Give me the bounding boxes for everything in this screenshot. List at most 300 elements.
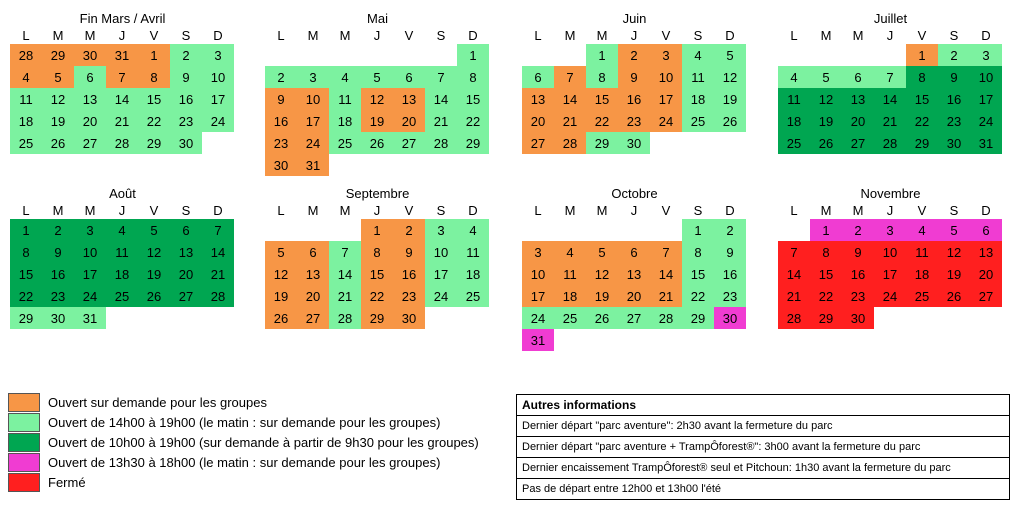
weekday-label: M <box>84 28 96 43</box>
weekday-label: V <box>149 203 159 218</box>
empty-cell <box>361 44 393 66</box>
weekday-label: L <box>277 203 285 218</box>
day-cell: 14 <box>650 263 682 285</box>
day-cell: 11 <box>554 263 586 285</box>
day-cell: 15 <box>906 88 938 110</box>
day-cell: 11 <box>457 241 489 263</box>
day-cell: 30 <box>170 132 202 154</box>
info-line: Dernier départ "parc aventure + TrampÔforest®": 3h00 avant la fermeture du parc <box>517 437 1009 458</box>
day-cell: 5 <box>586 241 618 263</box>
day-cell: 11 <box>329 88 361 110</box>
day-cell: 18 <box>682 88 714 110</box>
day-cell: 17 <box>650 88 682 110</box>
day-cell: 8 <box>10 241 42 263</box>
day-cell: 20 <box>297 285 329 307</box>
day-cell: 29 <box>682 307 714 329</box>
empty-cell <box>329 44 361 66</box>
day-grid <box>10 219 235 329</box>
day-cell: 10 <box>297 88 329 110</box>
day-cell: 12 <box>586 263 618 285</box>
day-cell: 15 <box>457 88 489 110</box>
day-cell: 26 <box>810 132 842 154</box>
day-cell: 14 <box>554 88 586 110</box>
day-cell: 7 <box>425 66 457 88</box>
day-grid <box>265 44 490 176</box>
day-cell: 10 <box>425 241 457 263</box>
day-cell: 16 <box>938 88 970 110</box>
month-title: Juillet <box>873 11 908 26</box>
day-cell: 12 <box>810 88 842 110</box>
day-cell: 19 <box>938 263 970 285</box>
legend-text: Fermé <box>48 474 86 490</box>
day-cell: 21 <box>874 110 906 132</box>
weekday-label: D <box>981 203 991 218</box>
day-cell: 4 <box>106 219 138 241</box>
day-cell: 8 <box>810 241 842 263</box>
day-cell: 20 <box>74 110 106 132</box>
day-cell: 17 <box>874 263 906 285</box>
weekday-label: J <box>118 28 126 43</box>
weekday-header <box>265 27 490 44</box>
day-cell: 28 <box>650 307 682 329</box>
month-block <box>522 10 747 154</box>
day-cell: 9 <box>938 66 970 88</box>
day-cell: 7 <box>650 241 682 263</box>
day-cell: 2 <box>618 44 650 66</box>
day-cell: 14 <box>874 88 906 110</box>
month-title: Mai <box>367 11 388 26</box>
weekday-header <box>522 202 747 219</box>
day-cell: 14 <box>106 88 138 110</box>
day-cell: 29 <box>810 307 842 329</box>
day-cell: 17 <box>297 110 329 132</box>
day-cell: 16 <box>842 263 874 285</box>
day-cell: 11 <box>106 241 138 263</box>
day-cell: 25 <box>778 132 810 154</box>
day-cell: 1 <box>810 219 842 241</box>
day-cell: 30 <box>265 154 297 176</box>
day-cell: 2 <box>42 219 74 241</box>
legend <box>8 392 479 492</box>
day-cell: 18 <box>10 110 42 132</box>
weekday-label: M <box>852 203 864 218</box>
day-cell: 8 <box>682 241 714 263</box>
day-cell: 22 <box>586 110 618 132</box>
weekday-label: J <box>886 203 894 218</box>
day-cell: 1 <box>361 219 393 241</box>
month-title: Octobre <box>611 186 658 201</box>
weekday-label: D <box>468 203 478 218</box>
day-cell: 19 <box>42 110 74 132</box>
day-cell: 3 <box>874 219 906 241</box>
weekday-label: D <box>213 28 223 43</box>
day-cell: 5 <box>938 219 970 241</box>
day-cell: 28 <box>874 132 906 154</box>
day-cell: 3 <box>522 241 554 263</box>
day-cell: 31 <box>74 307 106 329</box>
weekday-label: M <box>852 28 864 43</box>
weekday-label: S <box>181 203 191 218</box>
day-cell: 13 <box>297 263 329 285</box>
day-grid <box>10 44 235 154</box>
day-cell: 1 <box>906 44 938 66</box>
day-cell: 6 <box>170 219 202 241</box>
day-cell: 27 <box>74 132 106 154</box>
empty-cell <box>329 219 361 241</box>
day-cell: 1 <box>10 219 42 241</box>
day-cell: 11 <box>778 88 810 110</box>
weekday-header <box>522 27 747 44</box>
empty-cell <box>778 44 810 66</box>
weekday-label: J <box>886 28 894 43</box>
day-cell: 17 <box>970 88 1002 110</box>
day-cell: 1 <box>138 44 170 66</box>
day-cell: 18 <box>554 285 586 307</box>
day-cell: 27 <box>393 132 425 154</box>
day-cell: 24 <box>297 132 329 154</box>
day-cell: 5 <box>265 241 297 263</box>
weekday-label: M <box>820 28 832 43</box>
day-cell: 30 <box>393 307 425 329</box>
legend-text: Ouvert de 13h30 à 18h00 (le matin : sur demande pour les groupes) <box>48 454 441 470</box>
day-cell: 20 <box>842 110 874 132</box>
day-cell: 26 <box>265 307 297 329</box>
day-cell: 28 <box>10 44 42 66</box>
day-cell: 3 <box>297 66 329 88</box>
day-cell: 21 <box>106 110 138 132</box>
weekday-label: M <box>564 203 576 218</box>
day-cell: 2 <box>938 44 970 66</box>
day-cell: 26 <box>938 285 970 307</box>
day-cell: 22 <box>457 110 489 132</box>
day-cell: 1 <box>682 219 714 241</box>
day-cell: 25 <box>106 285 138 307</box>
day-cell: 13 <box>970 241 1002 263</box>
day-cell: 19 <box>361 110 393 132</box>
weekday-header <box>778 202 1003 219</box>
day-cell: 10 <box>970 66 1002 88</box>
weekday-label: V <box>404 203 414 218</box>
day-cell: 8 <box>586 66 618 88</box>
weekday-label: M <box>339 203 351 218</box>
day-cell: 23 <box>618 110 650 132</box>
day-cell: 4 <box>329 66 361 88</box>
day-cell: 19 <box>810 110 842 132</box>
day-cell: 7 <box>106 66 138 88</box>
empty-cell <box>297 219 329 241</box>
weekday-label: J <box>118 203 126 218</box>
day-cell: 1 <box>586 44 618 66</box>
day-cell: 28 <box>425 132 457 154</box>
day-grid <box>522 219 747 351</box>
day-cell: 9 <box>842 241 874 263</box>
day-cell: 25 <box>329 132 361 154</box>
day-cell: 1 <box>457 44 489 66</box>
day-cell: 21 <box>650 285 682 307</box>
weekday-label: M <box>307 28 319 43</box>
day-cell: 23 <box>42 285 74 307</box>
day-cell: 4 <box>906 219 938 241</box>
day-cell: 15 <box>586 88 618 110</box>
day-cell: 28 <box>202 285 234 307</box>
day-cell: 26 <box>586 307 618 329</box>
day-cell: 25 <box>682 110 714 132</box>
day-cell: 20 <box>618 285 650 307</box>
day-cell: 10 <box>202 66 234 88</box>
day-cell: 24 <box>970 110 1002 132</box>
day-cell: 17 <box>425 263 457 285</box>
day-cell: 8 <box>457 66 489 88</box>
day-cell: 13 <box>170 241 202 263</box>
legend-swatch <box>8 473 40 492</box>
day-cell: 25 <box>906 285 938 307</box>
day-grid <box>778 44 1003 154</box>
weekday-label: V <box>917 203 927 218</box>
day-cell: 15 <box>682 263 714 285</box>
day-cell: 10 <box>522 263 554 285</box>
legend-text: Ouvert sur demande pour les groupes <box>48 394 267 410</box>
day-cell: 28 <box>778 307 810 329</box>
day-cell: 2 <box>714 219 746 241</box>
day-cell: 30 <box>74 44 106 66</box>
day-cell: 24 <box>522 307 554 329</box>
weekday-label: L <box>790 28 798 43</box>
day-cell: 13 <box>74 88 106 110</box>
day-cell: 30 <box>42 307 74 329</box>
day-cell: 26 <box>42 132 74 154</box>
day-cell: 6 <box>522 66 554 88</box>
day-grid <box>778 219 1003 329</box>
weekday-label: S <box>436 28 446 43</box>
day-cell: 3 <box>970 44 1002 66</box>
day-cell: 23 <box>842 285 874 307</box>
weekday-label: J <box>373 203 381 218</box>
day-cell: 16 <box>265 110 297 132</box>
weekday-label: J <box>630 203 638 218</box>
weekday-label: S <box>693 203 703 218</box>
day-cell: 19 <box>265 285 297 307</box>
empty-cell <box>874 44 906 66</box>
day-cell: 23 <box>714 285 746 307</box>
day-cell: 30 <box>938 132 970 154</box>
month-block <box>522 185 747 351</box>
day-cell: 6 <box>618 241 650 263</box>
weekday-label: M <box>596 203 608 218</box>
weekday-label: L <box>534 28 542 43</box>
day-cell: 9 <box>714 241 746 263</box>
weekday-label: D <box>981 28 991 43</box>
weekday-label: L <box>534 203 542 218</box>
day-cell: 2 <box>842 219 874 241</box>
day-cell: 29 <box>361 307 393 329</box>
day-cell: 13 <box>618 263 650 285</box>
empty-cell <box>810 44 842 66</box>
day-cell: 19 <box>138 263 170 285</box>
day-cell: 20 <box>522 110 554 132</box>
empty-cell <box>265 219 297 241</box>
info-line: Dernier encaissement TrampÔforest® seul et Pitchoun: 1h30 avant la fermeture du parc <box>517 458 1009 479</box>
day-cell: 7 <box>874 66 906 88</box>
month-block <box>778 185 1003 329</box>
legend-item <box>8 412 479 432</box>
day-cell: 12 <box>42 88 74 110</box>
empty-cell <box>650 219 682 241</box>
day-cell: 11 <box>10 88 42 110</box>
empty-cell <box>425 44 457 66</box>
weekday-label: S <box>181 28 191 43</box>
day-cell: 15 <box>361 263 393 285</box>
day-cell: 18 <box>106 263 138 285</box>
day-cell: 31 <box>297 154 329 176</box>
day-cell: 28 <box>554 132 586 154</box>
legend-swatch <box>8 453 40 472</box>
day-cell: 6 <box>74 66 106 88</box>
weekday-label: M <box>84 203 96 218</box>
day-cell: 4 <box>554 241 586 263</box>
weekday-label: D <box>468 28 478 43</box>
day-cell: 21 <box>425 110 457 132</box>
day-cell: 3 <box>425 219 457 241</box>
legend-text: Ouvert de 10h00 à 19h00 (sur demande à partir de 9h30 pour les groupes) <box>48 434 479 450</box>
day-cell: 5 <box>42 66 74 88</box>
day-cell: 23 <box>938 110 970 132</box>
day-cell: 25 <box>554 307 586 329</box>
empty-cell <box>393 44 425 66</box>
day-cell: 12 <box>138 241 170 263</box>
day-cell: 2 <box>265 66 297 88</box>
day-cell: 12 <box>265 263 297 285</box>
day-cell: 24 <box>74 285 106 307</box>
day-cell: 29 <box>42 44 74 66</box>
day-cell: 23 <box>265 132 297 154</box>
weekday-label: S <box>693 28 703 43</box>
day-cell: 29 <box>586 132 618 154</box>
day-cell: 20 <box>393 110 425 132</box>
day-cell: 29 <box>138 132 170 154</box>
month-title: Fin Mars / Avril <box>79 11 166 26</box>
day-cell: 2 <box>170 44 202 66</box>
day-cell: 31 <box>970 132 1002 154</box>
day-cell: 7 <box>202 219 234 241</box>
day-cell: 15 <box>810 263 842 285</box>
day-cell: 5 <box>810 66 842 88</box>
day-cell: 4 <box>682 44 714 66</box>
weekday-label: V <box>917 28 927 43</box>
weekday-label: D <box>725 28 735 43</box>
day-cell: 9 <box>393 241 425 263</box>
day-cell: 24 <box>425 285 457 307</box>
info-title: Autres informations <box>517 395 1009 416</box>
day-cell: 27 <box>297 307 329 329</box>
day-cell: 14 <box>202 241 234 263</box>
day-cell: 22 <box>138 110 170 132</box>
month-block <box>265 185 490 329</box>
day-cell: 28 <box>329 307 361 329</box>
day-cell: 30 <box>714 307 746 329</box>
day-cell: 6 <box>970 219 1002 241</box>
weekday-label: V <box>404 28 414 43</box>
legend-item <box>8 392 479 412</box>
day-cell: 25 <box>10 132 42 154</box>
weekday-label: M <box>52 28 64 43</box>
day-cell: 21 <box>202 263 234 285</box>
empty-cell <box>778 219 810 241</box>
day-cell: 6 <box>393 66 425 88</box>
day-cell: 22 <box>10 285 42 307</box>
day-cell: 22 <box>810 285 842 307</box>
weekday-label: D <box>725 203 735 218</box>
day-cell: 5 <box>138 219 170 241</box>
day-cell: 14 <box>425 88 457 110</box>
weekday-label: M <box>596 28 608 43</box>
legend-item <box>8 472 479 492</box>
info-line: Dernier départ "parc aventure": 2h30 avant la fermeture du parc <box>517 416 1009 437</box>
day-cell: 14 <box>778 263 810 285</box>
day-cell: 3 <box>202 44 234 66</box>
weekday-header <box>10 202 235 219</box>
day-cell: 30 <box>842 307 874 329</box>
day-cell: 22 <box>906 110 938 132</box>
weekday-label: S <box>949 203 959 218</box>
legend-item <box>8 432 479 452</box>
day-cell: 13 <box>842 88 874 110</box>
day-cell: 11 <box>906 241 938 263</box>
legend-text: Ouvert de 14h00 à 19h00 (le matin : sur demande pour les groupes) <box>48 414 441 430</box>
legend-swatch <box>8 393 40 412</box>
weekday-label: M <box>820 203 832 218</box>
empty-cell <box>265 44 297 66</box>
day-cell: 19 <box>586 285 618 307</box>
empty-cell <box>554 219 586 241</box>
day-cell: 18 <box>778 110 810 132</box>
day-cell: 31 <box>522 329 554 351</box>
day-cell: 6 <box>842 66 874 88</box>
day-cell: 22 <box>682 285 714 307</box>
day-cell: 10 <box>74 241 106 263</box>
weekday-label: M <box>307 203 319 218</box>
empty-cell <box>554 44 586 66</box>
month-title: Juin <box>622 11 647 26</box>
legend-swatch <box>8 413 40 432</box>
day-cell: 3 <box>74 219 106 241</box>
month-block <box>10 10 235 154</box>
day-cell: 7 <box>778 241 810 263</box>
day-cell: 20 <box>170 263 202 285</box>
day-cell: 16 <box>42 263 74 285</box>
day-cell: 12 <box>361 88 393 110</box>
day-cell: 23 <box>393 285 425 307</box>
weekday-label: V <box>661 203 671 218</box>
day-cell: 3 <box>650 44 682 66</box>
empty-cell <box>618 219 650 241</box>
weekday-header <box>10 27 235 44</box>
day-cell: 12 <box>714 66 746 88</box>
empty-cell <box>522 219 554 241</box>
day-cell: 4 <box>457 219 489 241</box>
day-cell: 7 <box>329 241 361 263</box>
info-line: Pas de départ entre 12h00 et 13h00 l'été <box>517 479 1009 500</box>
info-box <box>516 394 1010 500</box>
day-cell: 21 <box>329 285 361 307</box>
empty-cell <box>586 219 618 241</box>
day-cell: 8 <box>906 66 938 88</box>
day-cell: 6 <box>297 241 329 263</box>
day-cell: 5 <box>361 66 393 88</box>
weekday-label: J <box>373 28 381 43</box>
day-cell: 18 <box>457 263 489 285</box>
day-cell: 27 <box>970 285 1002 307</box>
day-cell: 27 <box>618 307 650 329</box>
